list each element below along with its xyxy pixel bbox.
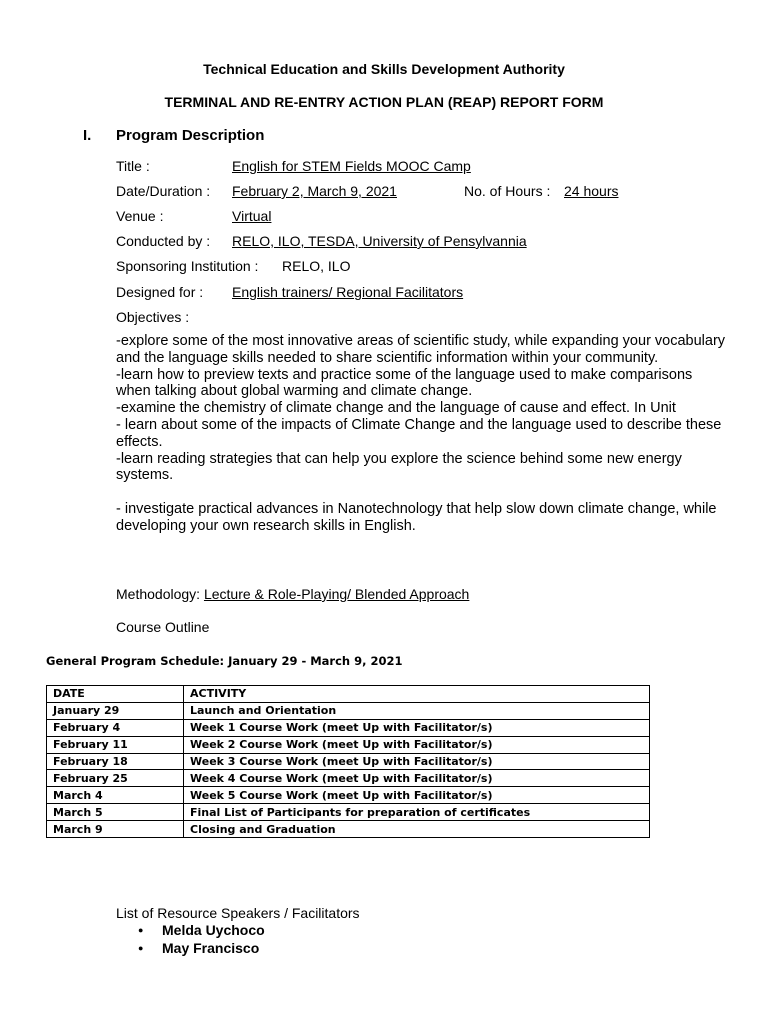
- table-row: [47, 787, 650, 804]
- objectives-label: Objectives :: [116, 309, 190, 325]
- schedule-title: General Program Schedule: January 29 - March 9, 2021: [46, 654, 403, 668]
- objective-item: -explore some of the most innovative areas of scientific study, while expanding your vocabulary and the language skills needed to share scientific information within your community.: [116, 333, 726, 366]
- venue-label: Venue :: [116, 208, 164, 224]
- objective-item: -examine the chemistry of climate change and the language of cause and effect. In Unit: [116, 400, 676, 417]
- row-activity: Final List of Participants for preparation of certificates: [184, 804, 650, 821]
- table-row: [47, 719, 650, 736]
- table-row: [47, 821, 650, 838]
- form-title: TERMINAL AND RE-ENTRY ACTION PLAN (REAP) REPORT FORM: [164, 94, 604, 110]
- header-activity: ACTIVITY: [184, 686, 650, 703]
- section-number: I.: [83, 127, 92, 144]
- methodology: [116, 586, 469, 602]
- section-title: Program Description: [116, 127, 265, 144]
- table-row: [47, 702, 650, 719]
- row-activity: Closing and Graduation: [184, 821, 650, 838]
- speaker-item: ● May Francisco: [116, 939, 265, 957]
- designed-label: Designed for :: [116, 284, 204, 300]
- speaker-item: ● Melda Uychoco: [116, 921, 265, 939]
- methodology-value: Lecture & Role-Playing/ Blended Approach: [203, 586, 470, 602]
- hours-value: 24 hours: [564, 183, 619, 199]
- agency-name: Technical Education and Skills Development Authority: [203, 61, 565, 77]
- date-value: February 2, March 9, 2021: [232, 183, 397, 199]
- row-date: February 18: [47, 753, 184, 770]
- row-activity: Week 2 Course Work (meet Up with Facilitator/s): [184, 736, 650, 753]
- schedule-table: [46, 685, 650, 838]
- hours-label: No. of Hours :: [464, 183, 551, 199]
- row-date: February 11: [47, 736, 184, 753]
- table-row: [47, 804, 650, 821]
- objectives-list: [116, 333, 726, 535]
- designed-value: English trainers/ Regional Facilitators: [232, 284, 464, 300]
- sponsor-label: Sponsoring Institution :: [116, 258, 259, 274]
- objective-item: -learn reading strategies that can help you explore the science behind some new energy systems.: [116, 450, 682, 484]
- row-activity: Launch and Orientation: [184, 702, 650, 719]
- row-date: March 9: [47, 821, 184, 838]
- row-date: February 25: [47, 770, 184, 787]
- row-activity: Week 5 Course Work (meet Up with Facilitator/s): [184, 787, 650, 804]
- objective-item: - investigate practical advances in Nanotechnology that help slow down climate change, while developing your own research skills in English.: [116, 500, 717, 534]
- row-date: March 5: [47, 804, 184, 821]
- methodology-label: Methodology:: [116, 586, 201, 602]
- conducted-label: Conducted by :: [116, 233, 211, 249]
- header-date: DATE: [47, 686, 184, 703]
- table-header-row: [47, 686, 650, 703]
- objective-item: - learn about some of the impacts of Climate Change and the language used to describe these effects.: [116, 416, 722, 450]
- row-activity: Week 3 Course Work (meet Up with Facilitator/s): [184, 753, 650, 770]
- speakers-list: [116, 921, 265, 957]
- title-label: Title :: [116, 158, 150, 174]
- sponsor-value: RELO, ILO: [282, 258, 351, 274]
- row-date: March 4: [47, 787, 184, 804]
- date-label: Date/Duration :: [116, 183, 211, 199]
- speakers-label: List of Resource Speakers / Facilitators: [116, 905, 360, 921]
- course-outline-label: Course Outline: [116, 619, 210, 635]
- table-row: [47, 753, 650, 770]
- row-activity: Week 1 Course Work (meet Up with Facilitator/s): [184, 719, 650, 736]
- conducted-value: RELO, ILO, TESDA, University of Pensylvannia: [232, 233, 527, 249]
- row-activity: Week 4 Course Work (meet Up with Facilitator/s): [184, 770, 650, 787]
- title-value: English for STEM Fields MOOC Camp: [232, 158, 471, 174]
- venue-value: Virtual: [232, 208, 272, 224]
- objective-item: -learn how to preview texts and practice some of the language used to make comparisons when talking about global warming and climate change.: [116, 366, 693, 400]
- table-row: [47, 770, 650, 787]
- table-row: [47, 736, 650, 753]
- row-date: February 4: [47, 719, 184, 736]
- row-date: January 29: [47, 702, 184, 719]
